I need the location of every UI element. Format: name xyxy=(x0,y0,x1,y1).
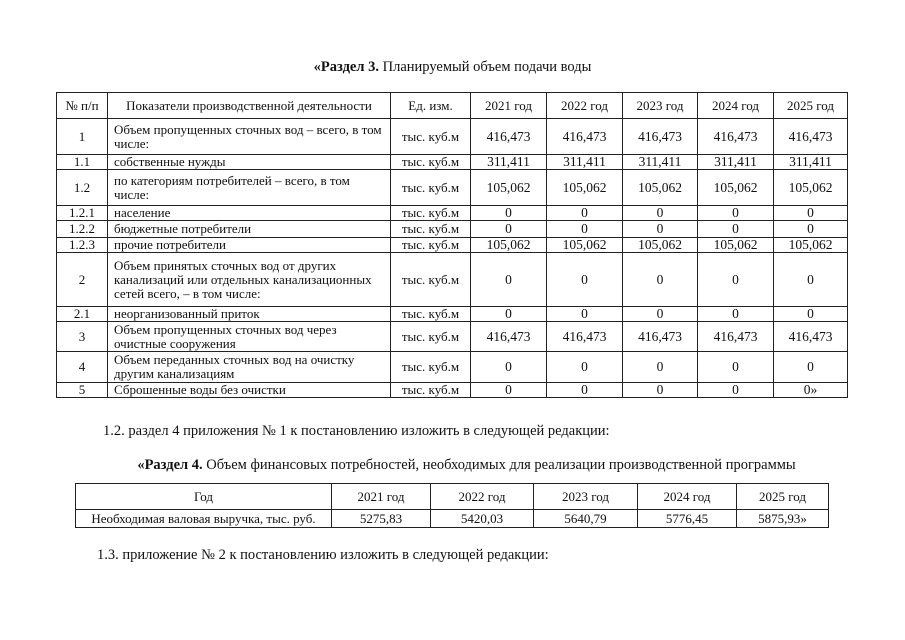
value-2021: 0 xyxy=(471,352,547,383)
row-unit: тыс. куб.м xyxy=(391,155,471,170)
paragraph-1-3: 1.3. приложение № 2 к постановлению изложить в следующей редакции: xyxy=(97,547,549,563)
row-unit: тыс. куб.м xyxy=(391,307,471,322)
row-number: 1.2.3 xyxy=(57,238,108,253)
row-indicator: Объем пропущенных сточных вод – всего, в том числе: xyxy=(108,119,391,155)
row-indicator: Объем принятых сточных вод от других канализаций или отдельных канализационных сетей всего, – в том числе: xyxy=(108,253,391,307)
value-2022: 311,411 xyxy=(547,155,623,170)
value-2025: 311,411 xyxy=(774,155,848,170)
value-2025: 0 xyxy=(774,307,848,322)
row-number: 3 xyxy=(57,322,108,352)
value-2021: 105,062 xyxy=(471,170,547,206)
value-2025: 416,473 xyxy=(774,119,848,155)
row-unit: тыс. куб.м xyxy=(391,170,471,206)
value-2022: 0 xyxy=(547,352,623,383)
section3-title-bold: «Раздел 3. xyxy=(313,59,379,75)
value-2021: 0 xyxy=(471,307,547,322)
col-header-2025: 2025 год xyxy=(774,93,848,119)
value-2024: 5776,45 xyxy=(638,510,737,528)
row-unit: тыс. куб.м xyxy=(391,119,471,155)
row-indicator: Объем переданных сточных вод на очистку другим канализациям xyxy=(108,352,391,383)
value-2021: 416,473 xyxy=(471,322,547,352)
value-2024: 0 xyxy=(698,352,774,383)
row-unit: тыс. куб.м xyxy=(391,238,471,253)
value-2023: 0 xyxy=(623,352,698,383)
section3-table-body xyxy=(57,119,848,398)
table-row xyxy=(57,221,848,238)
table-row xyxy=(76,510,829,528)
value-2021: 0 xyxy=(471,206,547,221)
table-row xyxy=(57,253,848,307)
col-header-2021: 2021 год xyxy=(471,93,547,119)
table-row xyxy=(57,206,848,221)
row-unit: тыс. куб.м xyxy=(391,253,471,307)
value-2024: 0 xyxy=(698,221,774,238)
value-2024: 0 xyxy=(698,307,774,322)
value-2021: 5275,83 xyxy=(332,510,431,528)
value-2023: 416,473 xyxy=(623,119,698,155)
value-2025: 0 xyxy=(774,352,848,383)
value-2025: 0» xyxy=(774,383,848,398)
value-2024: 416,473 xyxy=(698,322,774,352)
row-unit: тыс. куб.м xyxy=(391,206,471,221)
value-2021: 0 xyxy=(471,253,547,307)
value-2024: 311,411 xyxy=(698,155,774,170)
value-2021: 105,062 xyxy=(471,238,547,253)
row-unit: тыс. куб.м xyxy=(391,322,471,352)
table-row xyxy=(57,155,848,170)
value-2023: 105,062 xyxy=(623,170,698,206)
table-row xyxy=(57,170,848,206)
value-2021: 0 xyxy=(471,221,547,238)
section4-title-rest: Объем финансовых потребностей, необходимых для реализации производственной программы xyxy=(202,457,796,473)
col-header-2024: 2024 год xyxy=(698,93,774,119)
col-header-number: № п/п xyxy=(57,93,108,119)
section3-header-row xyxy=(57,93,848,119)
value-2023: 416,473 xyxy=(623,322,698,352)
value-2022: 416,473 xyxy=(547,322,623,352)
row-number: 5 xyxy=(57,383,108,398)
table-row xyxy=(57,238,848,253)
value-2023: 0 xyxy=(623,307,698,322)
value-2022: 5420,03 xyxy=(431,510,534,528)
row-unit: тыс. куб.м xyxy=(391,352,471,383)
row-number: 1.1 xyxy=(57,155,108,170)
row-number: 1 xyxy=(57,119,108,155)
row-unit: тыс. куб.м xyxy=(391,383,471,398)
value-2023: 0 xyxy=(623,253,698,307)
value-2025: 0 xyxy=(774,253,848,307)
value-2024: 105,062 xyxy=(698,238,774,253)
value-2023: 0 xyxy=(623,221,698,238)
section3-table xyxy=(56,92,848,398)
row-indicator: Объем пропущенных сточных вод через очистные сооружения xyxy=(108,322,391,352)
col-header-2023: 2023 год xyxy=(623,93,698,119)
section4-heading xyxy=(14,457,905,474)
col-header-indicator: Показатели производственной деятельности xyxy=(108,93,391,119)
value-2023: 0 xyxy=(623,206,698,221)
row-indicator: собственные нужды xyxy=(108,155,391,170)
section4-header-row xyxy=(76,484,829,510)
value-2024: 105,062 xyxy=(698,170,774,206)
row-number: 4 xyxy=(57,352,108,383)
value-2025: 105,062 xyxy=(774,170,848,206)
table-row xyxy=(57,307,848,322)
section3-title-rest: Планируемый объем подачи воды xyxy=(378,59,592,75)
table-row xyxy=(57,119,848,155)
value-2025: 0 xyxy=(774,206,848,221)
value-2023: 311,411 xyxy=(623,155,698,170)
row-indicator: Сброшенные воды без очистки xyxy=(108,383,391,398)
col-header-2022: 2022 год xyxy=(547,93,623,119)
row-indicator: неорганизованный приток xyxy=(108,307,391,322)
col-header-2024: 2024 год xyxy=(638,484,737,510)
col-header-2022: 2022 год xyxy=(431,484,534,510)
value-2022: 416,473 xyxy=(547,119,623,155)
row-label: Необходимая валовая выручка, тыс. руб. xyxy=(76,510,332,528)
value-2022: 105,062 xyxy=(547,238,623,253)
row-indicator: по категориям потребителей – всего, в том числе: xyxy=(108,170,391,206)
row-number: 1.2.1 xyxy=(57,206,108,221)
row-number: 2 xyxy=(57,253,108,307)
value-2024: 0 xyxy=(698,383,774,398)
value-2021: 416,473 xyxy=(471,119,547,155)
col-header-2023: 2023 год xyxy=(534,484,638,510)
value-2025: 105,062 xyxy=(774,238,848,253)
table-row xyxy=(57,322,848,352)
value-2024: 0 xyxy=(698,253,774,307)
value-2022: 0 xyxy=(547,253,623,307)
table-row xyxy=(57,383,848,398)
value-2024: 416,473 xyxy=(698,119,774,155)
row-unit: тыс. куб.м xyxy=(391,221,471,238)
paragraph-1-2: 1.2. раздел 4 приложения № 1 к постановлению изложить в следующей редакции: xyxy=(103,423,610,439)
value-2023: 5640,79 xyxy=(534,510,638,528)
row-number: 1.2.2 xyxy=(57,221,108,238)
value-2021: 0 xyxy=(471,383,547,398)
value-2023: 105,062 xyxy=(623,238,698,253)
value-2023: 0 xyxy=(623,383,698,398)
row-indicator: население xyxy=(108,206,391,221)
row-indicator: прочие потребители xyxy=(108,238,391,253)
col-header-year: Год xyxy=(76,484,332,510)
section3-heading xyxy=(0,59,905,76)
col-header-unit: Ед. изм. xyxy=(391,93,471,119)
value-2022: 105,062 xyxy=(547,170,623,206)
value-2021: 311,411 xyxy=(471,155,547,170)
section4-title-bold: «Раздел 4. xyxy=(137,457,203,473)
value-2024: 0 xyxy=(698,206,774,221)
col-header-2025: 2025 год xyxy=(737,484,829,510)
table-row xyxy=(57,352,848,383)
row-number: 2.1 xyxy=(57,307,108,322)
col-header-2021: 2021 год xyxy=(332,484,431,510)
value-2022: 0 xyxy=(547,307,623,322)
row-number: 1.2 xyxy=(57,170,108,206)
value-2022: 0 xyxy=(547,206,623,221)
value-2022: 0 xyxy=(547,221,623,238)
value-2025: 0 xyxy=(774,221,848,238)
value-2022: 0 xyxy=(547,383,623,398)
row-indicator: бюджетные потребители xyxy=(108,221,391,238)
value-2025: 416,473 xyxy=(774,322,848,352)
value-2025: 5875,93» xyxy=(737,510,829,528)
section4-table xyxy=(75,483,829,528)
